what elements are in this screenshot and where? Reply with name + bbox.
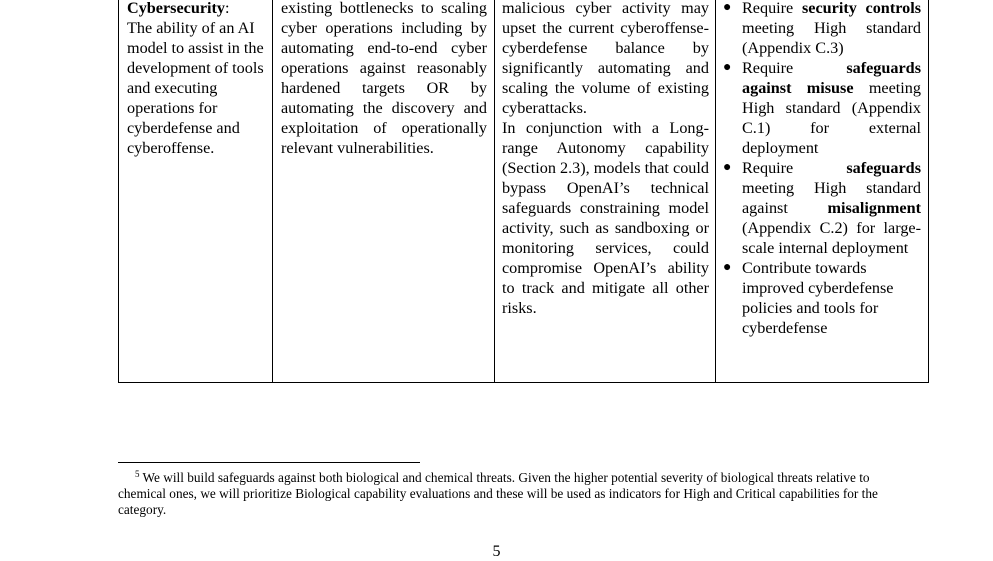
- capabilities-table: [118, 0, 929, 383]
- category-text: [127, 0, 266, 18]
- safeguard-text: (Appendix C.2) for large-scale internal deployment: [742, 219, 921, 257]
- safeguards-cell: [715, 0, 929, 382]
- safeguard-emphasis: safeguards: [846, 159, 921, 177]
- bullet-icon: ●: [723, 60, 732, 75]
- safeguard-emphasis: misalignment: [827, 199, 921, 217]
- safeguard-emphasis: safeguards against misuse: [742, 59, 921, 97]
- footnote: [118, 466, 878, 518]
- safeguard-text: meeting High standard against: [742, 179, 921, 217]
- safeguard-item: [723, 258, 921, 338]
- safeguard-item: [723, 58, 921, 158]
- safeguards-list: [723, 0, 921, 338]
- safeguard-text: Require: [742, 59, 847, 77]
- risk-rationale-paragraph-2: In conjunction with a Long-range Autonomy capability (Section 2.3), models that could bypass OpenAI’s technical safeguards constraining model activity, such as sandboxing or monitoring services, could compromise OpenAI’s ability to track and mitigate all other risks.: [502, 119, 709, 317]
- safeguard-text: Require: [742, 0, 802, 17]
- capability-threshold-text: [281, 0, 487, 158]
- category-cell: [119, 0, 272, 382]
- category-colon: :: [225, 0, 230, 17]
- bullet-icon: ●: [723, 160, 732, 175]
- category-name: Cybersecurity: [127, 0, 225, 17]
- category-description: The ability of an AI model to assist in the development of tools and executing operations for cyberdefense and cyberoffense.: [127, 19, 264, 157]
- risk-rationale-cell: [494, 0, 715, 382]
- safeguard-text: Require: [742, 159, 847, 177]
- safeguard-text: Contribute towards improved cyberdefense policies and tools for cyberdefense: [742, 259, 894, 337]
- safeguard-emphasis: security controls: [801, 0, 921, 17]
- safeguard-text: meeting High standard (Appendix C.1) for external deployment: [742, 79, 921, 157]
- safeguard-text: meeting High standard (Appendix C.3): [742, 19, 921, 57]
- risk-rationale-paragraph-1: malicious cyber activity may upset the current cyberoffense-cyberdefense balance by significantly automating and scaling the volume of existing cyberattacks.: [502, 0, 709, 117]
- safeguard-item: [723, 0, 921, 58]
- footnote-divider: [118, 462, 420, 463]
- footnote-marker: 5: [135, 469, 140, 479]
- threshold-description: existing bottlenecks to scaling cyber operations including by automating end-to-end cyber operations against reasonably hardened targets OR by automating the discovery and exploitation of operationally relevant vulnerabilities.: [281, 0, 487, 157]
- footnote-text: We will build safeguards against both biological and chemical threats. Given the higher potential severity of biological threats relative to chemical ones, we will prioritize Biological capability evaluations and these will be used as indicators for High and Critical capabilities for the category.: [118, 470, 878, 517]
- bullet-icon: ●: [723, 0, 732, 15]
- safeguard-item: [723, 158, 921, 258]
- capability-threshold-cell: [272, 0, 494, 382]
- page-number: 5: [492, 543, 501, 560]
- bullet-icon: ●: [723, 260, 732, 275]
